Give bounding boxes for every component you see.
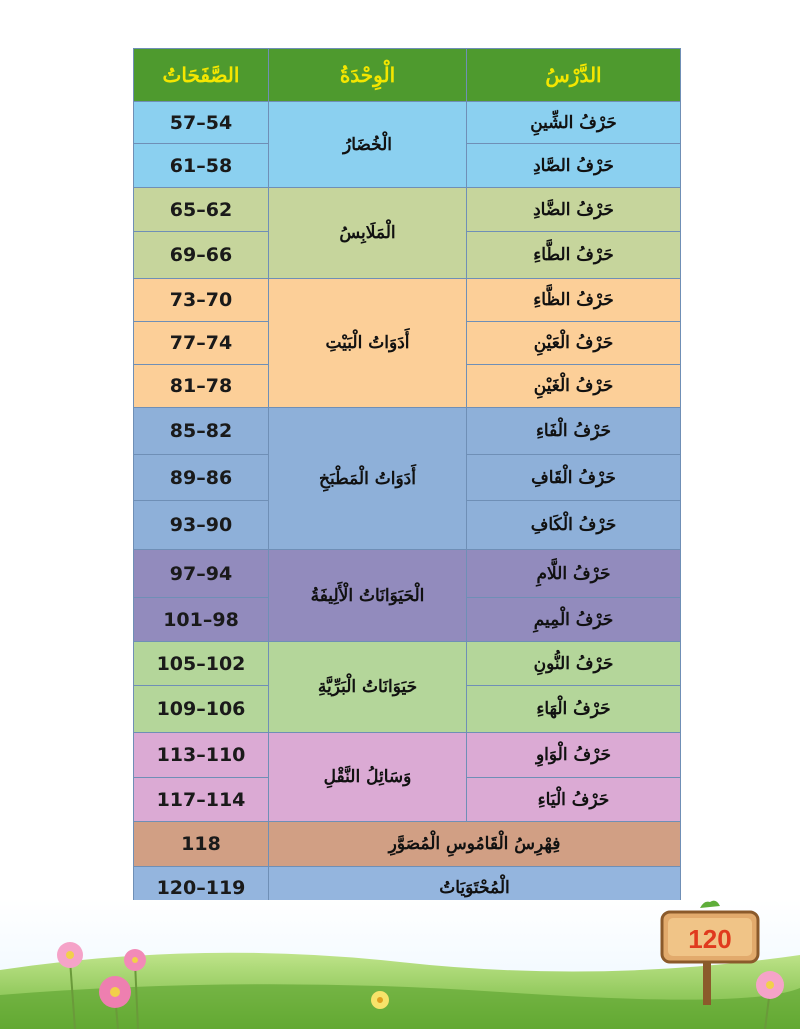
row-lesson: حَرْفُ الْقَافِ: [467, 455, 681, 501]
row-pages: 118: [134, 822, 269, 867]
row-pages: 81–78: [134, 365, 269, 408]
row-lesson: حَرْفُ الْكَافِ: [467, 501, 681, 550]
row-pages: 97–94: [134, 550, 269, 598]
row-pages: 57–54: [134, 102, 269, 144]
row-lesson: حَرْفُ الْهَاءِ: [467, 686, 681, 733]
row-lesson: حَرْفُ النُّونِ: [467, 642, 681, 686]
row-lesson: حَرْفُ اللَّامِ: [467, 550, 681, 598]
row-lesson: حَرْفُ الْيَاءِ: [467, 778, 681, 822]
row-lesson: حَرْفُ الْعَيْنِ: [467, 322, 681, 365]
unit-cell: الْخُضَارُ: [269, 102, 467, 188]
row-pages: 93–90: [134, 501, 269, 550]
page-number: 120: [688, 924, 732, 954]
row-pages: 113–110: [134, 733, 269, 778]
row-pages: 117–114: [134, 778, 269, 822]
unit-cell: حَيَوَانَاتُ الْبَرِّيَّةِ: [269, 642, 467, 733]
row-pages: 73–70: [134, 279, 269, 322]
header-lesson: الدَّرْسُ: [467, 49, 681, 102]
row-pages: 77–74: [134, 322, 269, 365]
row-lesson: حَرْفُ الْمِيمِ: [467, 598, 681, 642]
table-row: [134, 733, 681, 778]
table-header-row: [134, 49, 681, 102]
row-lesson: حَرْفُ الْغَيْنِ: [467, 365, 681, 408]
header-pages: الصَّفَحَاتُ: [134, 49, 269, 102]
row-pages: 109–106: [134, 686, 269, 733]
row-pages: 105–102: [134, 642, 269, 686]
unit-cell: أَدَوَاتُ الْبَيْتِ: [269, 279, 467, 408]
contents-table: [133, 48, 681, 910]
dictionary-index-title: فِهْرِسُ الْقَامُوسِ الْمُصَوَّرِ: [269, 822, 681, 867]
row-pages: 120–119: [134, 867, 269, 910]
unit-cell: الْحَيَوَانَاتُ الْأَلِيفَةُ: [269, 550, 467, 642]
row-lesson: حَرْفُ الصَّادِ: [467, 144, 681, 188]
footer-meadow: [0, 900, 800, 1029]
unit-cell: وَسَائِلُ النَّقْلِ: [269, 733, 467, 822]
row-lesson: حَرْفُ الضَّادِ: [467, 188, 681, 232]
table-row: [134, 188, 681, 232]
table-row: [134, 550, 681, 598]
row-lesson: حَرْفُ الشِّينِ: [467, 102, 681, 144]
contents-title: الْمُحْتَوَيَاتُ: [269, 867, 681, 910]
row-lesson: حَرْفُ الْفَاءِ: [467, 408, 681, 455]
table-row: [134, 279, 681, 322]
unit-cell: الْمَلَابِسُ: [269, 188, 467, 279]
table-row: [134, 408, 681, 455]
table-row: [134, 642, 681, 686]
table-row: [134, 102, 681, 144]
row-pages: 89–86: [134, 455, 269, 501]
row-lesson: حَرْفُ الظَّاءِ: [467, 279, 681, 322]
flower-icon: [371, 991, 389, 1009]
table-row: [134, 822, 681, 867]
row-pages: 69–66: [134, 232, 269, 279]
row-pages: 101–98: [134, 598, 269, 642]
row-lesson: حَرْفُ الطَّاءِ: [467, 232, 681, 279]
row-lesson: حَرْفُ الْوَاوِ: [467, 733, 681, 778]
row-pages: 61–58: [134, 144, 269, 188]
row-pages: 85–82: [134, 408, 269, 455]
row-pages: 65–62: [134, 188, 269, 232]
header-unit: الْوِحْدَةُ: [269, 49, 467, 102]
unit-cell: أَدَوَاتُ الْمَطْبَخِ: [269, 408, 467, 550]
